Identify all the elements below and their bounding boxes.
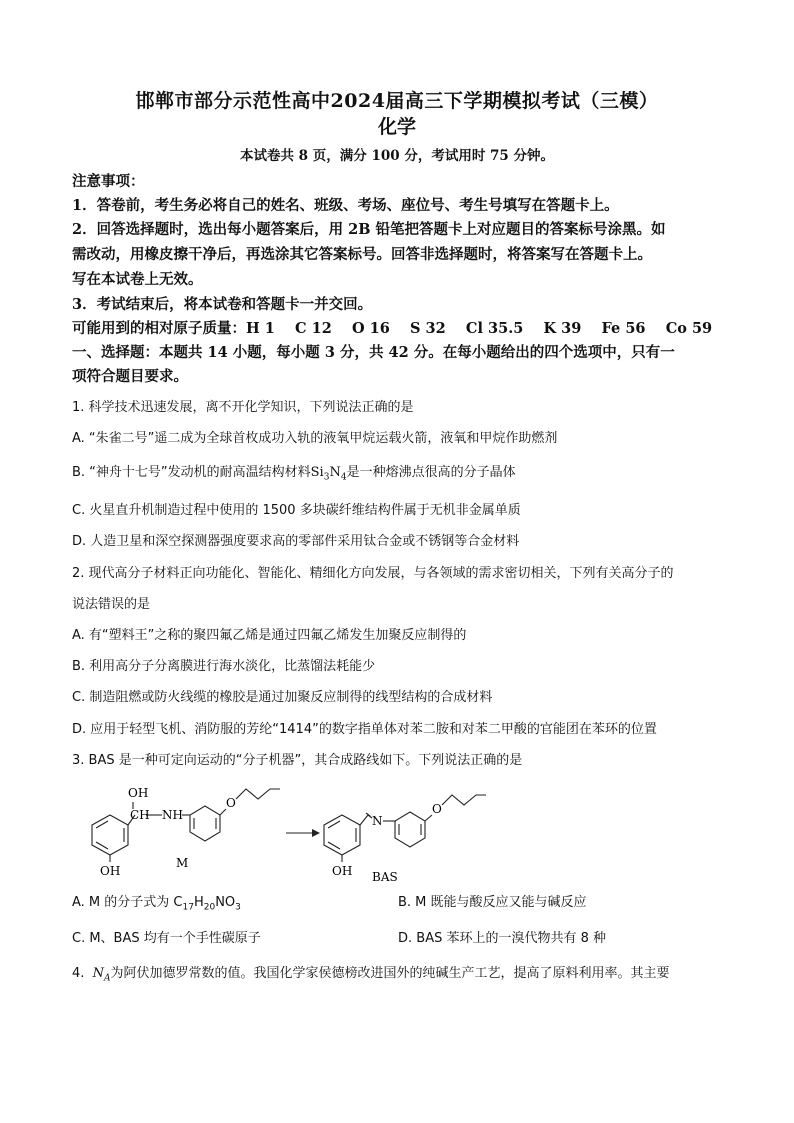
label-bas: BAS bbox=[372, 870, 398, 884]
note-3: 3．考试结束后，将本试卷和答题卡一并交回。 bbox=[72, 296, 373, 313]
q1-stem: 1. 科学技术迅速发展，离不开化学知识，下列说法正确的是 bbox=[72, 400, 414, 415]
q2-option-b: B. 利用高分子分离膜进行海水淡化，比蒸馏法耗能少 bbox=[72, 659, 376, 674]
m-ether-o: O bbox=[226, 796, 236, 810]
q1-option-b-post: 是一种熔沸点很高的分子晶体 bbox=[346, 465, 516, 480]
q2-option-d: D. 应用于轻型飞机、消防服的芳纶“1414”的数字指单体对苯二胺和对苯二甲酸的官能团在苯环的位置 bbox=[72, 722, 657, 737]
note-2-line-1: 2．回答选择题时，选出每小题答案后，用 2B 铅笔把答题卡上对应题目的答案标号涂黑。如 bbox=[72, 221, 666, 238]
note-2-line-3: 写在本试卷上无效。 bbox=[72, 271, 203, 288]
q3-option-a: A. M 的分子式为 $C_{17}H_{20}NO_3$ bbox=[72, 895, 241, 913]
q1-option-a: A. “朱雀二号”遥二成为全球首枚成功入轨的液氧甲烷运载火箭，液氧和甲烷作助燃剂 bbox=[72, 431, 558, 446]
na-symbol: $N_A$ bbox=[92, 966, 111, 984]
label-m: M bbox=[176, 856, 189, 870]
m-benzene-ring-1 bbox=[92, 815, 128, 855]
section-1-heading-cont: 项符合题目要求。 bbox=[72, 368, 188, 385]
molecule-m bbox=[92, 789, 280, 862]
bas-oh: OH bbox=[332, 864, 353, 878]
bas-ether-o: O bbox=[432, 802, 442, 816]
note-2-line-2: 需改动，用橡皮擦干净后，再选涂其它答案标号。回答非选择题时，将答案写在答题卡上。 bbox=[72, 246, 652, 263]
q3-option-c: C. M、BAS 均有一个手性碳原子 bbox=[72, 931, 261, 946]
section-1-heading: 一、选择题：本题共 14 小题，每小题 3 分，共 42 分。在每小题给出的四个选项中，只有一 bbox=[72, 344, 675, 361]
q1-option-c: C. 火星直升机制造过程中使用的 1500 多块碳纤维结构件属于无机非金属单质 bbox=[72, 503, 521, 518]
q4-stem: 4. $N_A$为阿伏加德罗常数的值。我国化学家侯德榜改进国外的纯碱生产工艺，提高了原料利用率。其主要 bbox=[72, 966, 670, 984]
m-oh-left: OH bbox=[100, 864, 121, 878]
q1-option-b-pre: B. “神舟十七号”发动机的耐高温结构材料 bbox=[72, 465, 311, 480]
note-1: 1．答卷前，考生务必将自己的姓名、班级、考场、座位号、考生号填写在答题卡上。 bbox=[72, 197, 619, 214]
reaction-arrow bbox=[286, 829, 320, 837]
q1-option-d: D. 人造卫星和深空探测器强度要求高的零部件采用钛合金或不锈钢等合金材料 bbox=[72, 534, 520, 549]
q2-option-c: C. 制造阻燃或防火线缆的橡胶是通过加聚反应制得的线型结构的合成材料 bbox=[72, 690, 493, 705]
exam-title: 邯郸市部分示范性高中2024届高三下学期模拟考试（三模） bbox=[135, 90, 659, 112]
q2-stem-line-2: 说法错误的是 bbox=[72, 597, 151, 612]
subject-title: 化学 bbox=[377, 116, 416, 138]
exam-info: 本试卷共 8 页，满分 100 分，考试用时 75 分钟。 bbox=[239, 148, 555, 164]
q3-option-d: D. BAS 苯环上的一溴代物共有 8 种 bbox=[398, 931, 607, 946]
bas-benzene-ring-1 bbox=[324, 815, 360, 855]
molecule-bas bbox=[324, 795, 486, 862]
q1-option-b bbox=[72, 463, 732, 488]
q2-stem-line-1: 2. 现代高分子材料正向功能化、智能化、精细化方向发展，与各领域的需求密切相关，下列有关高分子的 bbox=[72, 566, 674, 581]
m-oh-top: OH bbox=[128, 786, 149, 800]
q3-stem: 3. BAS 是一种可定向运动的“分子机器”，其合成路线如下。下列说法正确的是 bbox=[72, 753, 523, 768]
q2-option-a: A. 有“塑料王”之称的聚四氟乙烯是通过四氟乙烯发生加聚反应制得的 bbox=[72, 628, 467, 643]
notes-heading: 注意事项： bbox=[72, 173, 145, 190]
bas-synthesis-figure bbox=[80, 785, 520, 885]
m-ch: CH bbox=[130, 808, 150, 822]
q3-option-b: B. M 既能与酸反应又能与碱反应 bbox=[398, 895, 587, 910]
atomic-masses: 可能用到的相对原子质量：H 1 C 12 O 16 S 32 Cl 35.5 K 39 Fe 56 Co 59 bbox=[72, 320, 713, 337]
m-nh: NH bbox=[162, 808, 183, 822]
si3n4-formula: $Si_3N_4$ bbox=[310, 465, 347, 483]
bas-n: N bbox=[372, 814, 383, 828]
